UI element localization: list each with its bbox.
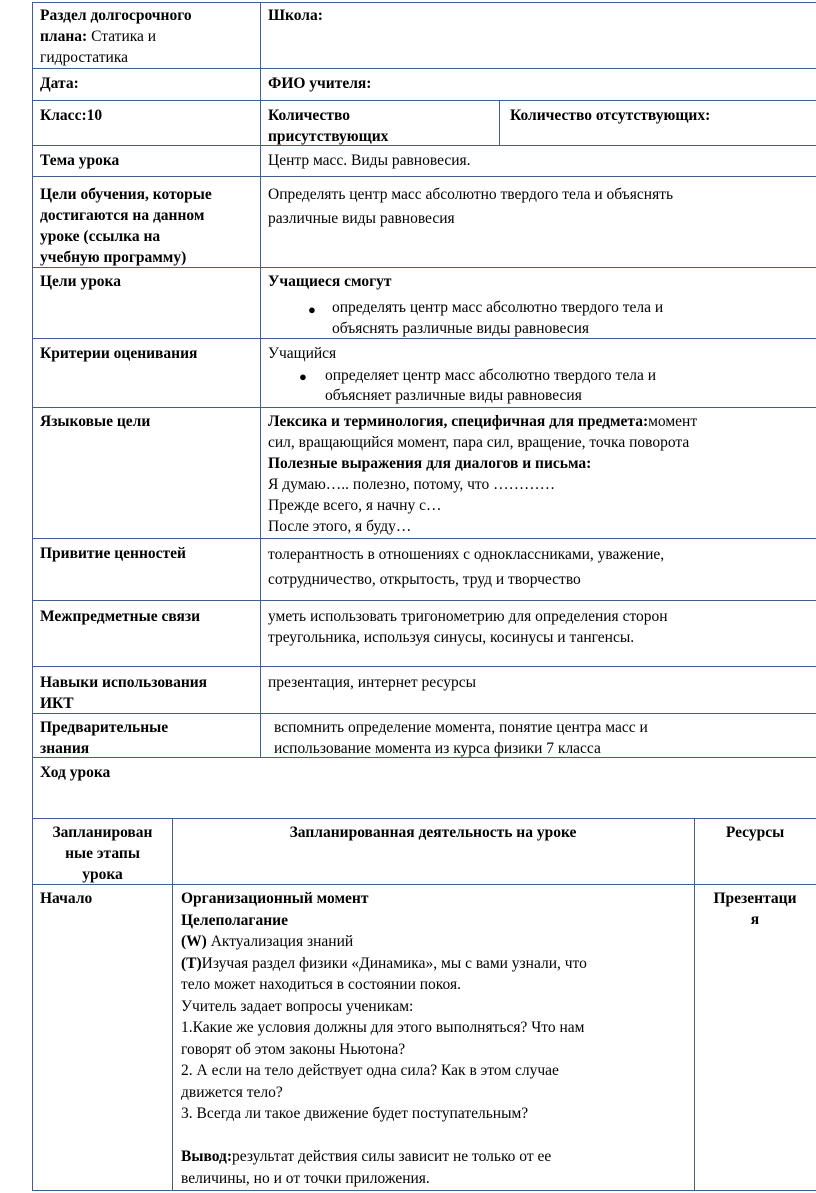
table-border (32, 2, 33, 1190)
lang-term-heading: Лексика и терминология, специфичная для предмета: (268, 413, 649, 430)
values-label: Привитие ценностей (40, 545, 186, 562)
activity-line: Учитель задает вопросы ученикам: (181, 997, 414, 1015)
table-border (32, 1190, 816, 1191)
activity-heading: Целеполагание (181, 911, 288, 929)
language-goals-label: Языковые цели (40, 413, 151, 430)
values-line: толерантность в отношениях с одноклассниками, уважение, (268, 546, 665, 563)
stages-header-line: урока (82, 866, 123, 883)
lang-line: Я думаю….. полезно, потому, что ………… (268, 476, 556, 493)
table-border (694, 818, 695, 1190)
teacher-label: ФИО учителя: (268, 75, 372, 92)
resource-line: я (750, 911, 760, 928)
table-border (32, 100, 816, 101)
learning-goals-value-line: различные виды равновесия (268, 210, 455, 227)
lang-line: После этого, я буду… (268, 518, 412, 535)
bullet-item (299, 367, 656, 384)
table-border (32, 2, 816, 3)
resources-header: Ресурсы (725, 824, 785, 841)
section-value: Статика и (91, 28, 157, 45)
school-label: Школа: (268, 7, 323, 24)
table-border (32, 68, 816, 69)
lang-line: сил, вращающийся момент, пара сил, вращение, точка поворота (268, 434, 690, 451)
bullet-icon: ● (308, 302, 316, 317)
table-border (32, 538, 816, 539)
blank-line (181, 1125, 587, 1147)
prior-line: использование момента из курса физики 7 класса (274, 740, 601, 757)
ict-label-line: ИКТ (40, 695, 74, 712)
table-border (32, 600, 816, 601)
class-label: Класс:10 (40, 107, 103, 124)
learning-goals-value-line: Определять центр масс абсолютно твердого тела и объяснять (268, 186, 674, 203)
table-border (32, 407, 816, 408)
present-cell (268, 105, 388, 147)
w-text: Актуализация знаний (206, 933, 354, 950)
topic-label: Тема урока (40, 152, 120, 169)
bullet-text: определять центр масс абсолютно твердого тела и (332, 299, 664, 316)
table-border (260, 2, 261, 757)
table-border (32, 818, 816, 819)
stage-name: Начало (40, 890, 93, 907)
inter-line: уметь использовать тригонометрию для определения сторон (268, 608, 668, 625)
question-line: говорят об этом законы Ньютона? (181, 1040, 406, 1058)
present-label: Количество (268, 107, 350, 124)
resource-line: Презентаци (713, 890, 797, 907)
stages-header-line: Запланирован (52, 824, 153, 841)
lang-line: Прежде всего, я начну с… (268, 497, 442, 514)
bullet-text-2: объясняет различные виды равновесия (325, 387, 582, 404)
activity-heading: Организационный момент (181, 890, 369, 907)
learning-goals-label-line: Цели обучения, которые (40, 186, 212, 203)
stages-header (34, 822, 171, 885)
t-text: Изучая раздел физики «Динамика», мы с вами узнали, что (201, 954, 587, 972)
date-label: Дата: (40, 75, 79, 92)
lang-term-text: момент (648, 413, 698, 430)
question-line: движется тело? (181, 1083, 283, 1101)
section-value-2: гидростатика (40, 49, 128, 66)
conclusion-line: величины, но и от точки приложения. (181, 1169, 430, 1187)
criteria-label: Критерии оценивания (40, 345, 198, 362)
learning-goals-label-line: достигаются на данном (40, 207, 205, 224)
lesson-goals-bullet (308, 297, 664, 339)
criteria-bullet (299, 366, 656, 406)
absent-label: Количество отсутствующих: (510, 107, 711, 124)
conclusion-label: Вывод: (181, 1148, 233, 1165)
table-border (32, 176, 816, 177)
bullet-text-2: объяснять различные виды равновесия (332, 320, 590, 337)
values-value (268, 542, 664, 592)
learning-goals-value (268, 183, 673, 231)
lang-phrases-heading: Полезные выражения для диалогов и письма: (268, 455, 592, 472)
prior-label-line: знания (40, 740, 90, 757)
inter-line: треугольника, используя синусы, косинусы и тангенсы. (268, 629, 635, 646)
t-mark: (T) (181, 954, 202, 972)
ict-label (40, 672, 207, 714)
table-border (32, 145, 816, 146)
activity-line: тело может находиться в состоянии покоя. (181, 976, 462, 993)
activity-content (181, 888, 587, 1189)
learning-goals-label (40, 184, 255, 268)
section-label: Раздел долгосрочного (40, 7, 192, 24)
table-border (172, 818, 173, 1190)
table-border (499, 100, 500, 145)
prior-line: вспомнить определение момента, понятие центра масс и (274, 719, 648, 736)
activity-header: Запланированная деятельность на уроке (289, 824, 577, 841)
prior-knowledge-label (40, 717, 168, 759)
prior-label-line: Предварительные (40, 719, 169, 736)
course-heading: Ход урока (40, 764, 111, 781)
stages-header-line: ные этапы (65, 845, 140, 862)
interdisciplinary-value (268, 606, 668, 648)
question-line: 1.Какие же условия должны для этого выполняться? Что нам (181, 1019, 585, 1036)
section-label-2: плана: (40, 28, 88, 45)
bullet-icon: ● (299, 369, 307, 384)
present-label-2: присутствующих (268, 128, 389, 145)
lesson-goals-label: Цели урока (40, 273, 122, 290)
interdisciplinary-label: Межпредметные связи (40, 608, 201, 625)
topic-value: Центр масс. Виды равновесия. (268, 152, 471, 169)
conclusion-text: результат действия силы зависит не только от ее (232, 1148, 552, 1165)
ict-value: презентация, интернет ресурсы (268, 674, 477, 691)
values-line: сотрудничество, открытость, труд и творчество (268, 571, 581, 588)
table-border (32, 666, 816, 667)
learning-goals-label-line: уроке (ссылка на (40, 228, 161, 245)
w-mark: (W) (181, 933, 207, 950)
section-cell (40, 5, 255, 68)
language-goals-value (268, 411, 697, 537)
lesson-goals-head: Учащиеся смогут (268, 273, 392, 290)
ict-label-line: Навыки использования (40, 674, 208, 691)
bullet-item (308, 299, 664, 317)
criteria-head: Учащийся (268, 345, 337, 362)
prior-knowledge-value (274, 717, 648, 759)
question-line: 2. А если на тело действует одна сила? Как в этом случае (181, 1062, 559, 1079)
learning-goals-label-line: учебную программу) (40, 249, 187, 266)
bullet-text: определяет центр масс абсолютно твердого тела и (325, 367, 656, 384)
resources-value (696, 888, 814, 930)
question-line: 3. Всегда ли такое движение будет поступательным? (181, 1105, 529, 1122)
